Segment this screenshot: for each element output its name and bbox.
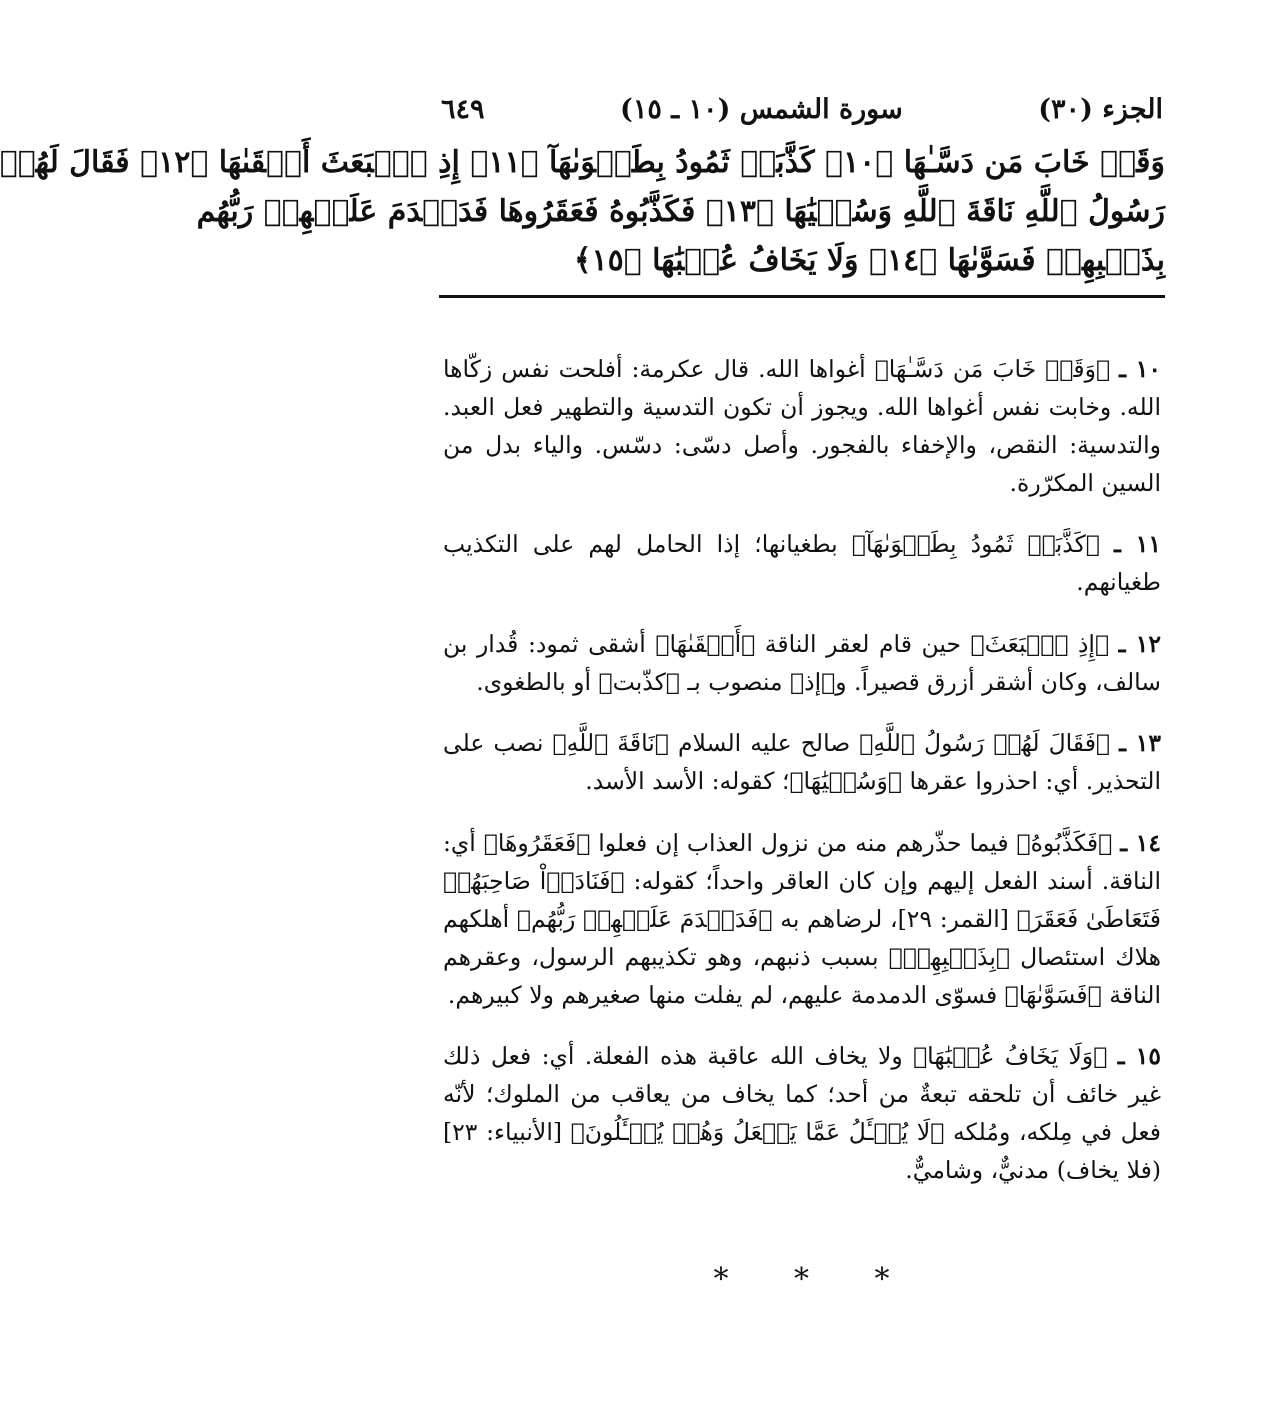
verse-number: ١٥ ـ — [1117, 1042, 1161, 1070]
verse-number: ١٠ ـ — [1119, 354, 1161, 383]
commentary-paragraph — [443, 350, 1161, 502]
commentary-paragraph — [443, 525, 1161, 601]
commentary-paragraph — [443, 625, 1161, 701]
commentary-paragraph — [443, 824, 1161, 1014]
commentary-paragraph — [443, 1037, 1161, 1189]
quran-line: رَسُولُ ٱللَّهِ نَاقَةَ ٱللَّهِ وَسُقۡيَٰهَا ﴿١٣﴾ فَكَذَّبُوهُ فَعَقَرُوهَا فَدَمۡدَمَ عَلَيۡهِمۡ رَبُّهُم — [196, 194, 1165, 229]
commentary-text: ﴿وَلَا يَخَافُ عُقۡبَٰهَا﴾ ولا يخاف الله عاقبة هذه الفعلة. أي: فعل ذلك غير خائف أن تلحقه تبعةٌ من أحد؛ كما يخاف من يعاقب من الملوك؛ لأنّه فعل في مِلكه، ومُلكه ﴿لَا يُسۡـَٔلُ عَمَّا يَفۡعَلُ وَهُمۡ يُسۡـَٔلُونَ﴾ [الأنبياء: ٢٣] (فلا يخاف) مدنيٌّ، وشاميٌّ. — [443, 1042, 1161, 1184]
surah-title: سورة الشمس (١٠ ـ ١٥) — [620, 93, 903, 125]
commentary-text: ﴿إِذِ ٱنۢبَعَثَ﴾ حين قام لعقر الناقة ﴿أَشۡقَىٰهَا﴾ أشقى ثمود: قُدار بن سالف، وكان أشقر أزرق قصيراً. و﴿إذ﴾ منصوب بـ ﴿كذّبت﴾ أو بالطغوى. — [443, 629, 1161, 696]
juz-label: الجزء (٣٠) — [1038, 93, 1163, 125]
section-separator: * * * — [713, 1262, 918, 1297]
commentary-paragraph — [443, 724, 1161, 800]
commentary-text: ﴿فَكَذَّبُوهُ﴾ فيما حذّرهم منه من نزول العذاب إن فعلوا ﴿فَعَقَرُوهَا﴾ أي: الناقة. أسند الفعل إليهم وإن كان العاقر واحداً؛ كقوله: ﴿فَنَادَوۡاْ صَاحِبَهُمۡ فَتَعَاطَىٰ فَعَقَرَ﴾ [القمر: ٢٩]، لرضاهم به ﴿فَدَمۡدَمَ عَلَيۡهِمۡ رَبُّهُم﴾ أهلكهم هلاك استئصال ﴿بِذَنۢبِهِمۡ﴾ بسبب ذنبهم، وهو تكذيبهم الرسول، وعقرهم الناقة ﴿فَسَوَّىٰهَا﴾ فسوّى الدمدمة عليهم، لم يفلت منها صغيرهم ولا كبيرهم. — [443, 828, 1162, 1009]
verse-number: ١٣ ـ — [1119, 729, 1161, 757]
quran-line: وَقَدۡ خَابَ مَن دَسَّـٰهَا ﴿١٠﴾ كَذَّبَتۡ ثَمُودُ بِطَغۡوَىٰهَآ ﴿١١﴾ إِذِ ٱنۢبَعَثَ أَشۡقَىٰهَا ﴿١٢﴾ فَقَالَ لَهُمۡ — [0, 145, 1165, 180]
commentary-text: ﴿فَقَالَ لَهُمۡ رَسُولُ ٱللَّهِ﴾ صالح عليه السلام ﴿نَاقَةَ ٱللَّهِ﴾ نصب على التحذير. أي: احذروا عقرها ﴿وَسُقۡيَٰهَا﴾؛ كقوله: الأسد الأسد. — [443, 729, 1161, 795]
page-number: ٦٤٩ — [441, 93, 485, 125]
commentary-text: ﴿وَقَدۡ خَابَ مَن دَسَّـٰهَا﴾ أغواها الله. قال عكرمة: أفلحت نفس زكّاها الله. وخابت نفس أغواها الله. ويجوز أن تكون التدسية والتطهير فعل العبد. والتدسية: النقص، والإخفاء بالفجور. وأصل دسّى: دسّس. والياء بدل من السين المكرّرة. — [443, 354, 1161, 497]
verse-number: ١٢ ـ — [1118, 629, 1161, 658]
page-header — [441, 86, 1163, 132]
verse-number: ١١ ـ — [1114, 530, 1161, 558]
commentary-text: ﴿كَذَّبَتۡ ثَمُودُ بِطَغۡوَىٰهَآ﴾ بطغيانها؛ إذا الحامل لهم على التكذيب طغيانهم. — [443, 530, 1161, 596]
quran-verses-block — [0, 138, 1165, 298]
commentary-section — [443, 326, 1161, 1199]
quran-line: بِذَنۢبِهِمۡ فَسَوَّىٰهَا ﴿١٤﴾ وَلَا يَخَافُ عُقۡبَٰهَا ﴿١٥﴾ — [573, 243, 1165, 278]
verse-number: ١٤ ـ — [1120, 828, 1161, 857]
